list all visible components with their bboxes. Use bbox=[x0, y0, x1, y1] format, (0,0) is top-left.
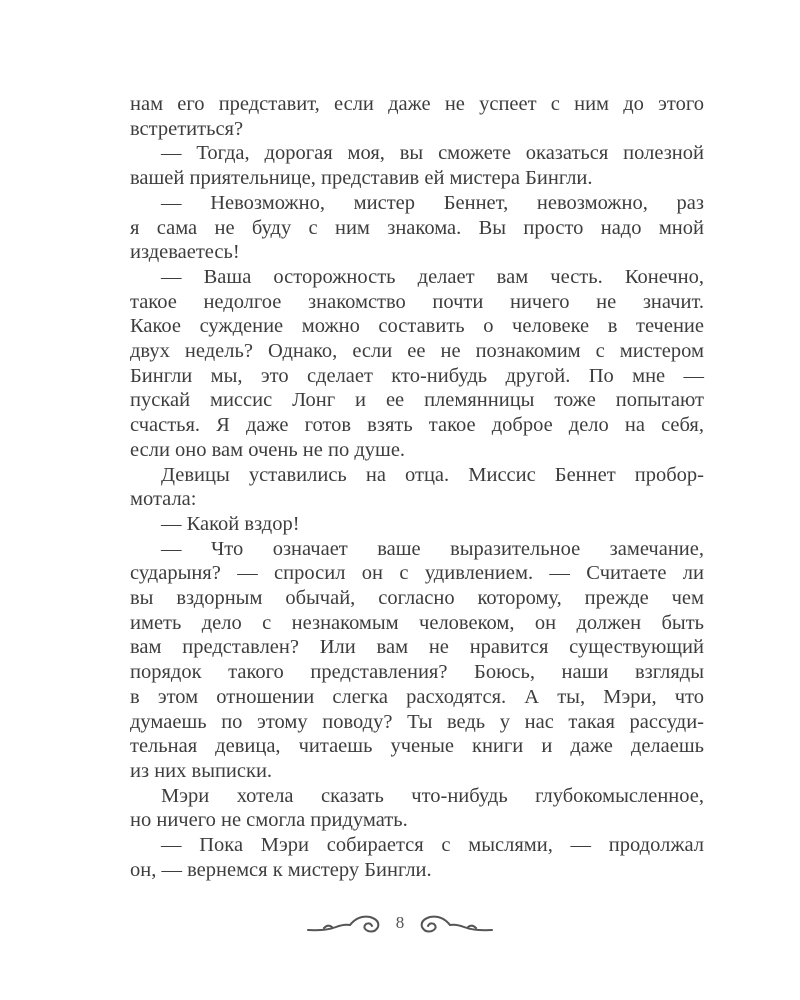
text-line: такое недолгое знакомство почти ничего не значит. bbox=[130, 290, 704, 313]
text-line: Какое суждение можно составить о человеке в течение bbox=[130, 315, 704, 338]
text-line: издеваетесь! bbox=[130, 241, 240, 264]
text-line: двух недель? Однако, если ее не познакомим с мистером bbox=[130, 340, 704, 363]
text-line: — Что означает ваше выразительное замечание, bbox=[161, 537, 704, 560]
text-line: Мэри хотела сказать что-нибудь глубокомысленное, bbox=[161, 784, 704, 807]
text-line: встретиться? bbox=[130, 117, 244, 140]
text-line: сударыня? — спросил он с удивлением. — Считаете ли bbox=[130, 562, 704, 585]
text-line: порядок такого представления? Боюсь, наши взгляды bbox=[130, 661, 704, 684]
text-line: вы вздорным обычай, согласно которому, прежде чем bbox=[130, 587, 704, 610]
text-line: — Ваша осторожность делает вам честь. Конечно, bbox=[161, 265, 704, 288]
text-line: если оно вам очень не по душе. bbox=[130, 438, 406, 461]
text-line: он, — вернемся к мистеру Бингли. bbox=[130, 858, 432, 881]
text-line: Бингли мы, это сделает кто-нибудь другой. По мне — bbox=[130, 364, 704, 387]
text-line: нам его представит, если даже не успеет с ним до этого bbox=[130, 93, 704, 115]
text-line: тельная девица, читаешь ученые книги и даже делаешь bbox=[130, 735, 704, 758]
text-line: вашей приятельнице, представив ей мистера Бингли. bbox=[130, 167, 593, 190]
text-line: вам представлен? Или вам не нравится существующий bbox=[130, 636, 704, 659]
text-line: из них выписки. bbox=[130, 759, 273, 782]
text-line: Девицы уставились на отца. Миссис Беннет пробор- bbox=[161, 463, 704, 486]
page-body-text bbox=[130, 92, 704, 883]
ornament-left-icon bbox=[306, 911, 386, 935]
text-line: счастья. Я даже готов взять такое доброе дело на себя, bbox=[130, 414, 704, 437]
page-footer bbox=[0, 908, 800, 938]
text-line: иметь дело с незнакомым человеком, он должен быть bbox=[130, 611, 704, 634]
text-line: мотала: bbox=[130, 488, 197, 511]
text-line: — Пока Мэри собирается с мыслями, — продолжал bbox=[161, 834, 704, 857]
text-line: думаешь по этому поводу? Ты ведь у нас такая рассуди- bbox=[130, 710, 704, 733]
text-line: — Какой вздор! bbox=[161, 512, 300, 535]
text-line: но ничего не смогла придумать. bbox=[130, 809, 408, 832]
text-line: пускай миссис Лонг и ее племянницы тоже попытают bbox=[130, 389, 704, 412]
text-line: в этом отношении слегка расходятся. А ты, Мэри, что bbox=[130, 685, 704, 708]
page-number: 8 bbox=[395, 913, 405, 932]
text-line: я сама не буду с ним знакома. Вы просто надо мной bbox=[130, 216, 704, 239]
text-line: — Невозможно, мистер Беннет, невозможно, раз bbox=[161, 191, 704, 214]
ornament-right-icon bbox=[414, 911, 494, 935]
text-line: — Тогда, дорогая моя, вы сможете оказаться полезной bbox=[161, 142, 704, 165]
